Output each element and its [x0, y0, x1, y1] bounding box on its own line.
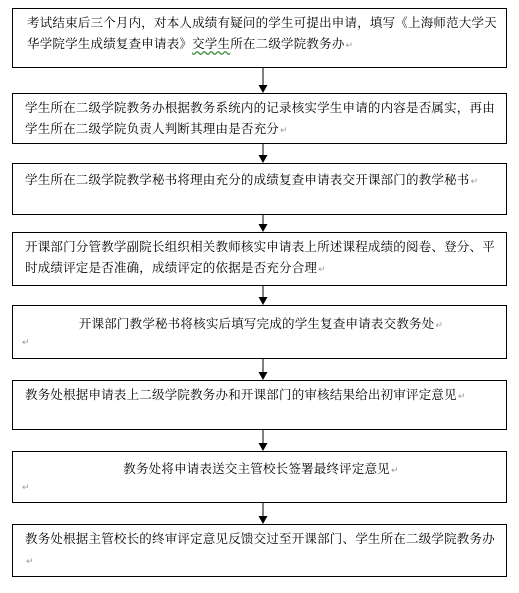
step-6-text: 教务处根据申请表上二级学院教务办和开课部门的审核结果给出初审评定意见 — [25, 387, 457, 402]
paragraph-mark-icon: ↵ — [345, 41, 354, 51]
arrow-down-icon — [257, 286, 269, 306]
step-2-text: 学生所在二级学院教务办根据教务系统内的记录核实学生申请的内容是否属实，再由学生所在二级学院负责人判断其理由是否充分 — [25, 100, 495, 136]
arrow-down-icon — [257, 430, 269, 452]
flow-step-5 — [12, 305, 507, 359]
flow-step-7 — [12, 451, 507, 503]
step-3-text: 学生所在二级学院教学秘书将理由充分的成绩复查申请表交开课部门的教学秘书 — [25, 172, 470, 187]
flow-step-1 — [12, 8, 507, 68]
flow-step-2 — [12, 93, 507, 144]
paragraph-mark-icon: ↵ — [457, 392, 466, 402]
paragraph-mark-icon: ↵ — [470, 177, 479, 187]
paragraph-mark-icon: ↵ — [390, 466, 399, 476]
flow-step-3 — [12, 163, 507, 215]
arrow-down-icon — [257, 359, 269, 381]
arrow-down-icon — [257, 68, 269, 94]
paragraph-mark-icon: ↵ — [318, 265, 326, 275]
flow-step-4 — [12, 232, 507, 286]
paragraph-mark-icon: ↵ — [435, 321, 444, 331]
arrow-down-icon — [257, 144, 269, 164]
flow-step-8 — [12, 524, 507, 577]
empty-paragraph-mark-icon: ↵ — [22, 338, 30, 348]
step-1-text: 考试结束后三个月内，对本人成绩有疑问的学生可提出申请，填写《上海师范大学天华学院学生成绩复查申请表》 — [27, 15, 497, 51]
arrow-down-icon — [257, 503, 269, 525]
arrow-down-icon — [257, 215, 269, 233]
step-5-text: 开课部门教学秘书将核实后填写完成的学生复查申请表交教务处 — [78, 316, 435, 331]
step-7-text: 教务处将申请表送交主管校长签署最终评定意见 — [123, 461, 390, 476]
paragraph-mark-icon: ↵ — [26, 557, 34, 567]
step-4-text: 开课部门分管教学副院长组织相关教师核实申请表上所述课程成绩的阅卷、登分、平时成绩评定是否准确，成绩评定的依据是否充分合理 — [25, 239, 495, 275]
flow-step-6 — [12, 380, 507, 430]
empty-paragraph-mark-icon: ↵ — [22, 483, 30, 493]
step-1-text-underlined: 交学生 — [192, 36, 231, 51]
step-8-text: 教务处根据主管校长的终审评定意见反馈交过至开课部门、学生所在二级学院教务办 — [25, 531, 495, 546]
step-1-text-end: 所在二级学院教务办 — [230, 36, 345, 51]
paragraph-mark-icon: ↵ — [280, 126, 288, 136]
